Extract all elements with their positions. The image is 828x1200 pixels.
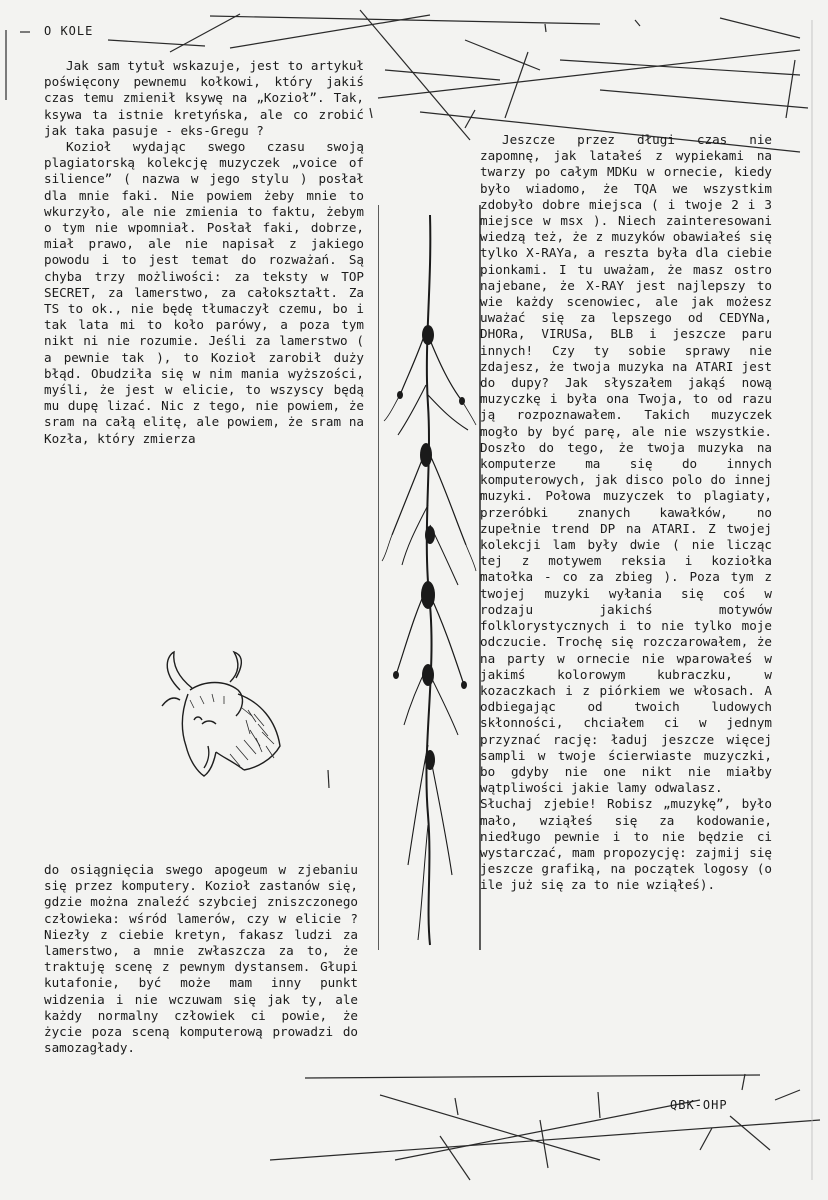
goat-head-drawing (150, 650, 300, 800)
paragraph: Jak sam tytuł wskazuje, jest to artykuł poświęcony pewnemu kołkowi, który jakiś czas temu zmienił ksywę na „Kozioł”. Tak, ksywa ta istnie kretyńska, ale co zrobić jak taka pasuje - eks-Gregu ? (44, 58, 364, 138)
right-column (480, 132, 772, 894)
left-column (44, 58, 364, 447)
branching-tree-drawing (378, 205, 488, 950)
bottom-left-column (44, 862, 358, 1056)
paragraph: Słuchaj zjebie! Robisz „muzykę”, było mało, wziąłeś się za kodowanie, niedługo pewnie i to nie będzie ci wystarczać, mam propozycję: zajmij się jeszcze grafiką, na początek logosy (o ile już się za to nie wziąłeś). (480, 796, 772, 893)
paragraph: Kozioł wydając swego czasu swoją plagiatorską kolekcję muzyczek „voice of silience” ( nazwa w jego stylu ) posłał dla mnie faki. Nie powiem żeby mnie to wkurzyło, ale nie zmienia to faktu, żebym o tym nie wpomniał. Posłał faki, dobrze, miał prawo, ale nie napisał z jakiego powodu i to jest temat do rozważań. Są chyba trzy możliwości: za teksty w TOP SECRET, za lamerstwo, za całokształt. Za TS to ok., nie będę tłumaczył czemu, bo i tak lata mi to koło parówy, a poza tym nikt ni nie rozumie. Jeśli za lamerstwo ( a pewnie tak ), to Kozioł zarobił duży błąd. Obudziła się w nim mania wyższości, myśli, że jest w elicie, to wszyscy będą mu dupę lizać. Nic z tego, nie powiem, że sram na całą elitę, ale powiem, że sram na Kozła, który zmierza (44, 139, 364, 446)
page-title: O KOLE (44, 24, 94, 38)
paragraph: Jeszcze przez długi czas nie zapomnę, jak latałeś z wypiekami na twarzy po całym MDKu w ornecie, kiedy było wiadomo, że TQA we wszystkim zdobyło dobre miejsca ( i twoje 2 i 3 miejsce w msx ). Niech zainteresowani wiedzą też, że z muzyków obawiałeś się tylko X-RAYa, a reszta była dla ciebie pionkami. I tu uważam, że masz ostro najebane, że X-RAY jest najlepszy to wie każdy scenowiec, ale jak możesz uważać się za lepszego od CEDYNa, DHORa, VIRUSa, BLB i jeszcze paru innych! Czy ty sobie sprawy nie zdajesz, że twoja muzyka na ATARI jest do dupy? Jak słyszałem jakąś nową muzyczkę i była ona Twoja, to od razu ją rozpoznawałem. Takich muzyczek mogło by być parę, ale nie wszystkie. Doszło do tego, że twoja muzyka na komputerze ma się do innych komputerowych, jak disco polo do innej muzyki. Połowa muzyczek to plagiaty, przeróbki znanych kawałków, no zupełnie trend DP na ATARI. Z twojej kolekcji lam były dwie ( nie licząc tej z motywem reksia i koziołka matołka - co za zbieg ). Poza tym z twojej muzyki wyłania się coś w rodzaju jakichś motywów folklorystycznych i to nie tylko moje odczucie. Trochę się rozczarowałem, że na party w ornecie nie wparowałeś w jakimś kolorowym kubraczku, w kozaczkach i z piórkiem we włosach. A odbiegając od twoich ludowych skłonności, chciałem ci w jednym przyznać rację: ładuj jeszcze więcej sampli w twoje ścierwiaste muzyczki, bo gdyby nie one nikt nie miałby wątpliwości jakie lamy odwalasz. (480, 132, 772, 796)
paragraph: do osiągnięcia swego apogeum w zjebaniu się przez komputery. Kozioł zastanów się, gdzie można znaleźć szybciej zniszczonego człowieka: wśród lamerów, czy w elicie ? Niezły z ciebie kretyn, fakasz ludzi za lamerstwo, a mnie zwłaszcza za to, że traktuję scenę z pewnym dystansem. Głupi kutafonie, być może mam inny punkt widzenia i nie wczuwam się jak ty, ale każdy normalny człowiek ci powie, że życie poza sceną komputerową prowadzi do samozagłady. (44, 862, 358, 1056)
signature: QBK-OHP (670, 1098, 728, 1112)
